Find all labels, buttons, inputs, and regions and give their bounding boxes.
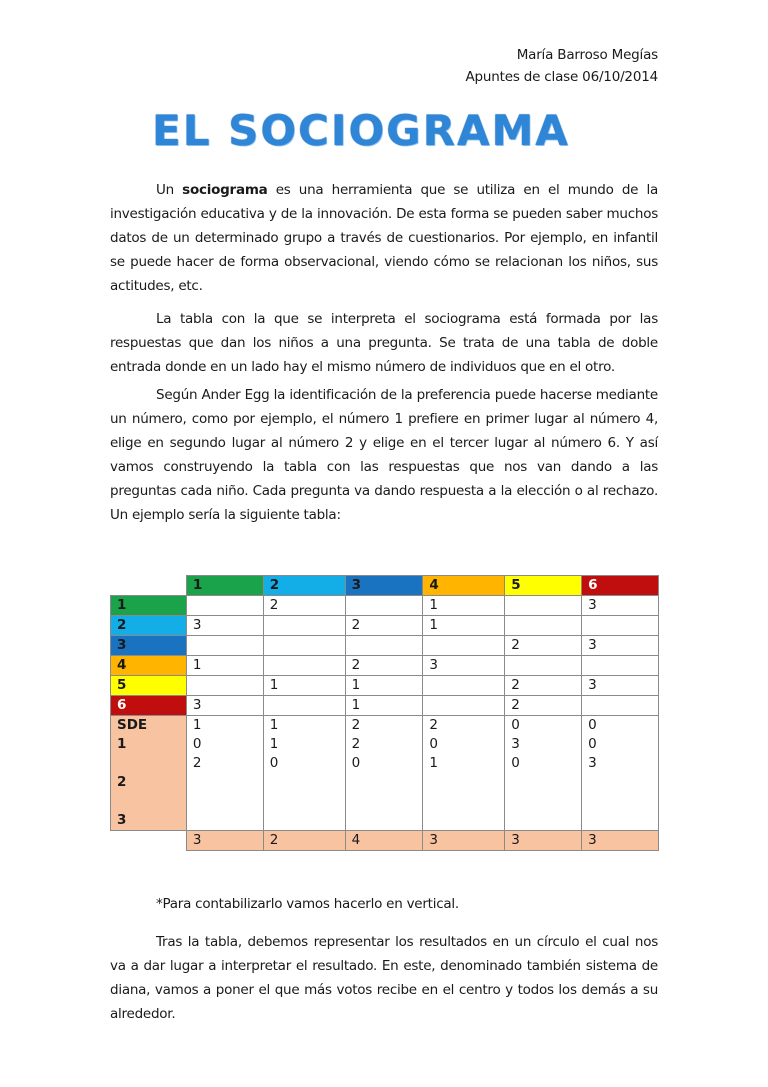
table-cell: 1 <box>423 596 505 616</box>
document-header <box>466 44 659 88</box>
table-cell <box>423 676 505 696</box>
row-header-4: 4 <box>111 656 187 676</box>
paragraph-1: Un sociograma es una herramienta que se utiliza en el mundo de la investigación educativa y de la innovación. De esta forma se pueden saber muchos datos de un determinado grupo a través de cuestionarios. Por ejemplo, en infantil se puede hacer de forma observacional, viendo cómo se relacionan los niños, sus actitudes, etc. <box>110 182 658 294</box>
table-cell: 2 <box>345 616 423 636</box>
table-cell <box>263 636 345 656</box>
table-cell <box>345 596 423 616</box>
author-name: María Barroso Megías <box>516 47 658 63</box>
table-cell <box>345 636 423 656</box>
table-cell <box>582 616 659 636</box>
total-cell: 4 <box>345 831 423 851</box>
total-cell: 3 <box>505 831 582 851</box>
table-cell: 3 <box>582 596 659 616</box>
sde-cell: 0 3 0 <box>505 716 582 831</box>
table-cell <box>263 616 345 636</box>
paragraph-3: Según Ander Egg la identificación de la preferencia puede hacerse mediante un número, como por ejemplo, el número 1 prefiere en primer lugar al número 4, elige en segundo lugar al número 2 y elige en el tercer lugar al número 6. Y así vamos construyendo la tabla con las respuestas que nos van dando a las preguntas cada niño. Cada pregunta va dando respuesta a la elección o al rechazo. Un ejemplo sería la siguiente tabla: <box>110 387 658 523</box>
total-cell: 3 <box>582 831 659 851</box>
sde-cell: 1 1 0 <box>263 716 345 831</box>
table-cell: 3 <box>186 616 263 636</box>
table-cell <box>423 696 505 716</box>
table-cell <box>582 656 659 676</box>
totals-row <box>111 831 659 851</box>
table-cell: 1 <box>263 676 345 696</box>
table-row <box>111 676 659 696</box>
table-cell: 3 <box>582 676 659 696</box>
table-cell <box>186 676 263 696</box>
row-header-3: 3 <box>111 636 187 656</box>
row-header-2: 2 <box>111 616 187 636</box>
row-header-1: 1 <box>111 596 187 616</box>
sde-rank-1: 1 <box>117 736 127 752</box>
sde-cell: 2 0 1 <box>423 716 505 831</box>
table-cell: 1 <box>345 696 423 716</box>
table-header-row <box>111 576 659 596</box>
table-cell <box>505 596 582 616</box>
table-cell <box>186 596 263 616</box>
sde-cell: 1 0 2 <box>186 716 263 831</box>
table-cell: 1 <box>423 616 505 636</box>
table-cell: 3 <box>582 636 659 656</box>
sde-row <box>111 716 659 831</box>
totals-corner <box>111 831 187 851</box>
table-cell: 3 <box>186 696 263 716</box>
sde-cell: 2 2 0 <box>345 716 423 831</box>
paragraph-2: La tabla con la que se interpreta el sociograma está formada por las respuestas que dan los niños a una pregunta. Se trata de una tabla de doble entrada donde en un lado hay el mismo número de individuos que en el otro. <box>110 311 658 375</box>
col-header-5: 5 <box>505 576 582 596</box>
table-row <box>111 596 659 616</box>
col-header-4: 4 <box>423 576 505 596</box>
sde-label: SDE <box>117 717 148 733</box>
total-cell: 2 <box>263 831 345 851</box>
table-cell: 2 <box>345 656 423 676</box>
table-cell <box>423 636 505 656</box>
class-date: Apuntes de clase 06/10/2014 <box>465 69 658 85</box>
col-header-6: 6 <box>582 576 659 596</box>
sociogram-table <box>110 575 659 851</box>
row-header-5: 5 <box>111 676 187 696</box>
sde-cell: 0 0 3 <box>582 716 659 831</box>
row-header-6: 6 <box>111 696 187 716</box>
total-cell: 3 <box>423 831 505 851</box>
total-cell: 3 <box>186 831 263 851</box>
sde-rank-2: 2 <box>117 774 127 790</box>
table-cell: 2 <box>263 596 345 616</box>
table-corner <box>111 576 187 596</box>
col-header-1: 1 <box>186 576 263 596</box>
table-cell <box>263 696 345 716</box>
col-header-2: 2 <box>263 576 345 596</box>
table-cell <box>186 636 263 656</box>
table-note: *Para contabilizarlo vamos hacerlo en vertical. <box>156 896 459 912</box>
table-cell <box>505 616 582 636</box>
table-row <box>111 696 659 716</box>
table-row <box>111 656 659 676</box>
table-cell <box>505 656 582 676</box>
page-title: EL SOCIOGRAMA <box>152 106 570 155</box>
table-cell <box>582 696 659 716</box>
table-cell: 1 <box>345 676 423 696</box>
table-cell <box>263 656 345 676</box>
table-cell: 2 <box>505 696 582 716</box>
col-header-3: 3 <box>345 576 423 596</box>
table-cell: 2 <box>505 636 582 656</box>
table-row <box>111 636 659 656</box>
sde-row-header <box>111 716 187 831</box>
keyword-sociograma: sociograma <box>182 182 268 198</box>
table-cell: 2 <box>505 676 582 696</box>
table-cell: 1 <box>186 656 263 676</box>
table-cell: 3 <box>423 656 505 676</box>
sde-rank-3: 3 <box>117 812 127 828</box>
table-row <box>111 616 659 636</box>
paragraph-4: Tras la tabla, debemos representar los resultados en un círculo el cual nos va a dar lugar a interpretar el resultado. En este, denominado también sistema de diana, vamos a poner el que más votos recibe en el centro y todos los demás a su alrededor. <box>110 934 658 1022</box>
